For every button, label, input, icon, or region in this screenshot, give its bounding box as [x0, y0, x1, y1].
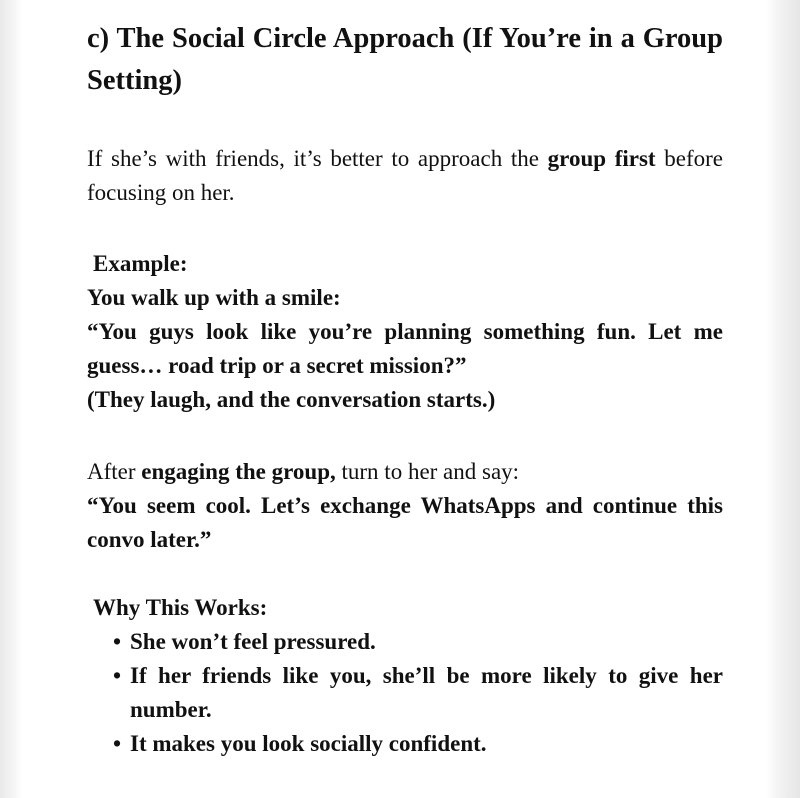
why-block: [87, 591, 723, 761]
intro-text-end: before focusing on her.: [87, 146, 723, 205]
list-item: [87, 659, 723, 727]
list-item-text: If her friends like you, she’ll be more likely to give her number.: [130, 663, 723, 722]
page-edge-left: [0, 0, 22, 798]
example-block: [87, 247, 723, 417]
list-item-text: It makes you look socially confident.: [130, 731, 487, 756]
bullet-icon: •: [113, 663, 122, 688]
list-item: [87, 727, 723, 761]
example-reaction: (They laugh, and the conversation starts.): [87, 387, 496, 412]
followup-text-end: turn to her and say:: [335, 459, 520, 484]
why-label: Why This Works:: [93, 595, 268, 620]
followup-text-start: After: [87, 459, 142, 484]
intro-paragraph: [87, 142, 723, 210]
example-label: Example:: [93, 251, 188, 276]
why-list: [87, 625, 723, 761]
section-heading: c) The Social Circle Approach (If You’re in a Group Setting): [87, 23, 723, 96]
intro-text-start: If she’s with friends, it’s better to approach the: [87, 146, 548, 171]
followup-line: [87, 455, 723, 489]
bullet-icon: •: [113, 629, 122, 654]
list-item: [87, 625, 723, 659]
list-item-text: She won’t feel pressured.: [130, 629, 376, 654]
document-page: [87, 18, 723, 756]
followup-bold-phrase: engaging the group,: [141, 459, 336, 484]
intro-bold-phrase: group first: [547, 146, 656, 171]
followup-block: [87, 455, 723, 557]
bullet-icon: •: [113, 731, 122, 756]
example-quote: “You guys look like you’re planning something fun. Let me guess… road trip or a secret mission?”: [87, 319, 723, 378]
example-intro-line: You walk up with a smile:: [87, 285, 341, 310]
page-edge-right: [766, 0, 800, 798]
followup-quote: “You seem cool. Let’s exchange WhatsApps and continue this convo later.”: [87, 493, 723, 552]
